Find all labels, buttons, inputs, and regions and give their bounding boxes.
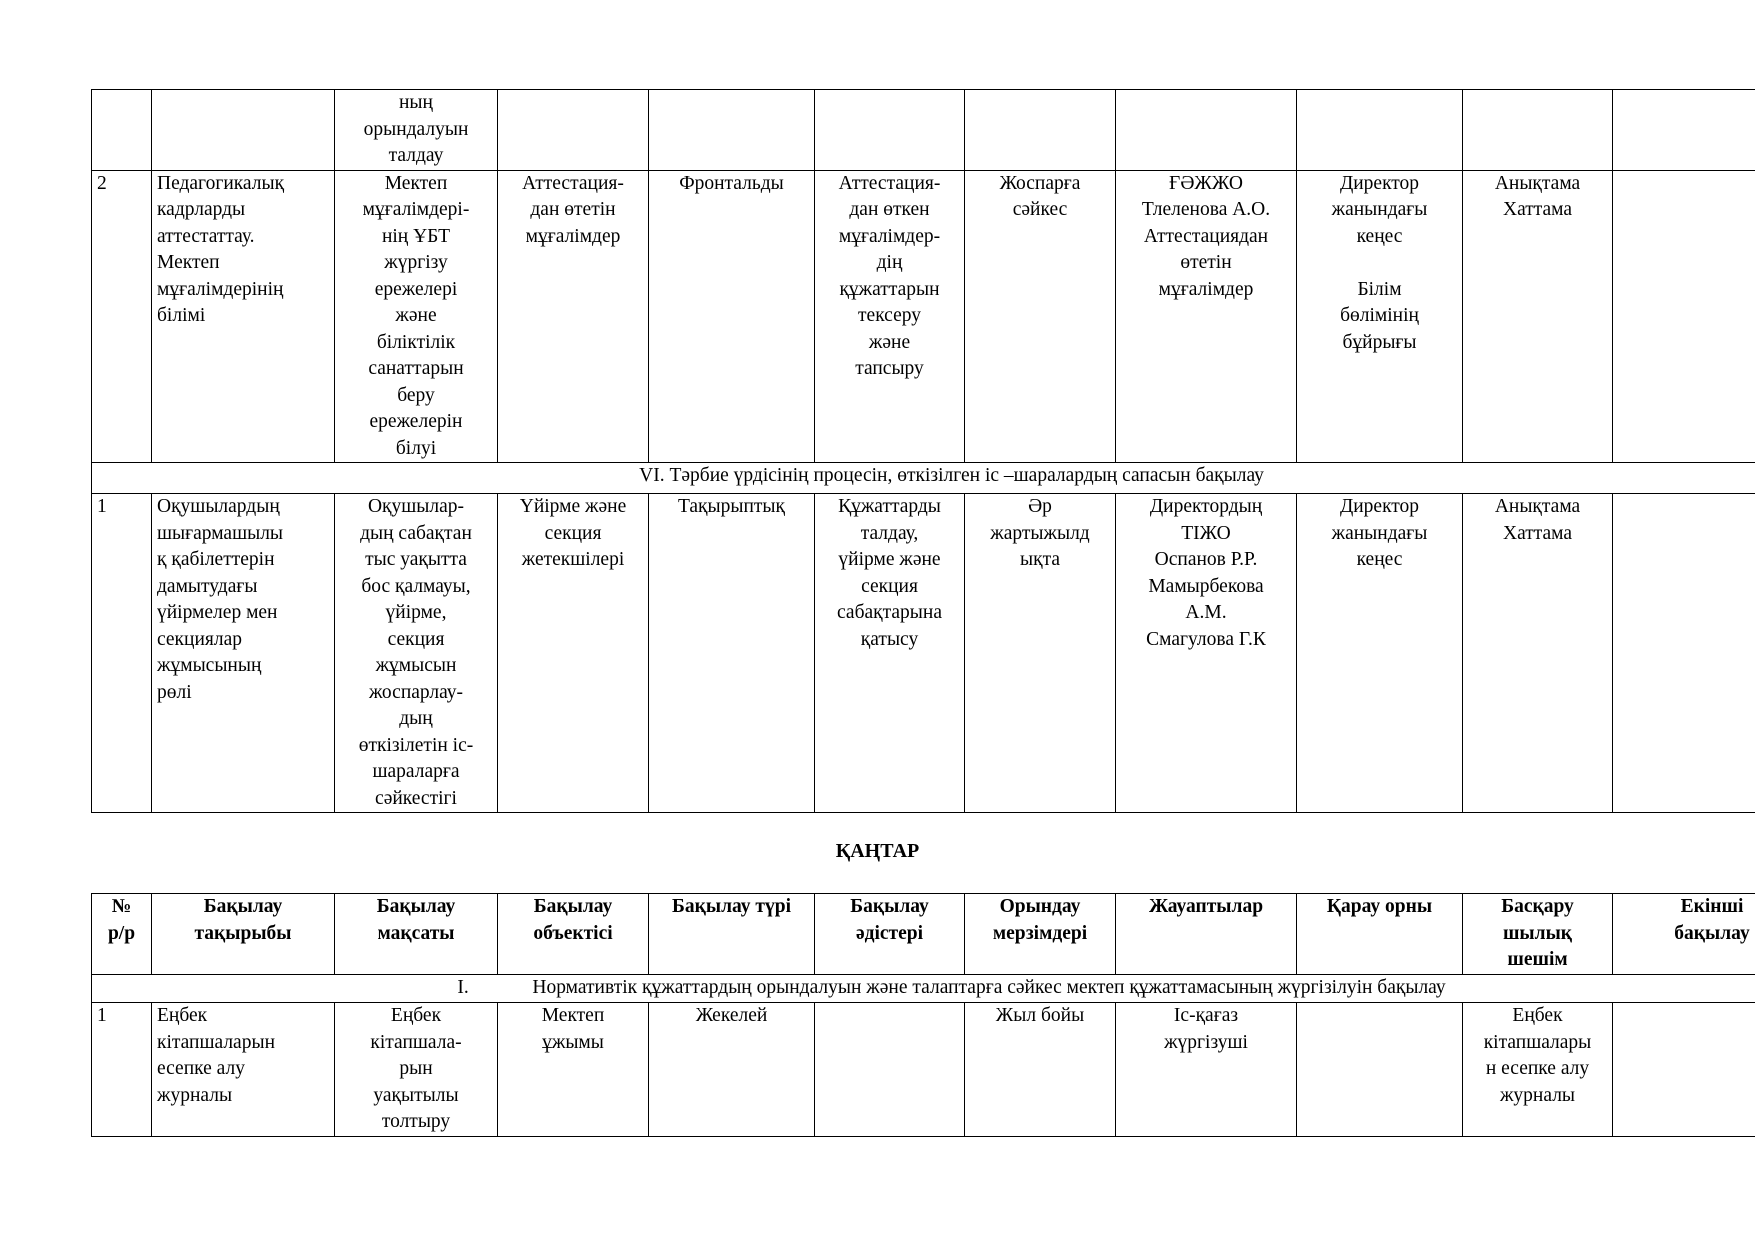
cell-line: өткізілетін іс- xyxy=(358,734,474,756)
header-second-control xyxy=(1613,894,1755,975)
month-title: ҚАҢТАР xyxy=(835,840,920,862)
section-heading xyxy=(92,975,1755,1003)
table-row xyxy=(92,170,1755,463)
cell-line: Мектеп xyxy=(384,172,448,194)
cell-line: Үйірме және xyxy=(519,496,627,517)
cell-method xyxy=(815,494,965,813)
cell-line: қ қабілеттерін xyxy=(157,549,275,570)
cell-line: Директор xyxy=(1339,496,1420,517)
cell-line: рөлі xyxy=(157,681,192,703)
cell-line: Педагогикалық xyxy=(157,172,285,194)
cell-line: Құжаттарды xyxy=(838,496,941,517)
cell-line: аттестаттау. xyxy=(157,225,255,247)
cell-line: сабақтарына xyxy=(837,602,942,623)
cell-line: талдау, xyxy=(860,522,919,544)
cell-venue xyxy=(1297,494,1463,813)
header-venue xyxy=(1297,894,1463,975)
cell-line: және xyxy=(868,331,911,353)
cell-line: Жауаптылар xyxy=(1148,896,1264,917)
cell-method xyxy=(815,170,965,463)
cell-line: жанындағы xyxy=(1331,522,1428,544)
cell-type xyxy=(649,170,815,463)
cell-line: мерзімдері xyxy=(992,922,1088,944)
cell-line: ұжымы xyxy=(542,1031,604,1053)
cell-line: құжаттарын xyxy=(839,278,940,300)
cell-venue xyxy=(1297,1003,1463,1137)
cell-line: № xyxy=(111,896,132,917)
cell-line: кітапшала- xyxy=(370,1031,462,1053)
cell-decision xyxy=(1463,170,1613,463)
cell-line: Тақырыптық xyxy=(677,496,786,517)
cell-second-control xyxy=(1613,170,1755,463)
cell-line: жанындағы xyxy=(1331,199,1428,220)
cell-second-control xyxy=(1613,494,1755,813)
cell-line: ықта xyxy=(1020,549,1060,570)
cell-line: Хаттама xyxy=(1502,199,1573,220)
cell-line: Еңбек xyxy=(157,1005,208,1026)
cell-line: орындалуын xyxy=(363,118,469,140)
cell-line: жетекшілері xyxy=(521,549,625,570)
cell-line: А.М. xyxy=(1185,602,1227,623)
cell-line: Директордың xyxy=(1149,496,1263,517)
cell-line: жүргізуші xyxy=(1164,1031,1248,1053)
cell-line: мақсаты xyxy=(377,922,455,944)
header-responsible xyxy=(1116,894,1297,975)
cell-goal xyxy=(335,1003,498,1137)
cell-second-control xyxy=(1613,1003,1755,1137)
cell-line: Бақылау xyxy=(533,896,613,917)
cell-line: Фронтальды xyxy=(679,172,784,194)
cell-line: білуі xyxy=(395,437,437,459)
header-row xyxy=(92,894,1755,975)
cell-decision xyxy=(1463,1003,1613,1137)
cell-line: шығармашылы xyxy=(157,522,284,544)
cell-line: жүргізу xyxy=(384,252,448,273)
cell-line: дың сабақтан xyxy=(360,522,472,544)
header-deadline xyxy=(965,894,1116,975)
cell-line: жоспарлау- xyxy=(368,681,464,703)
cell-line: кітапшаларын xyxy=(157,1031,275,1053)
section-number: I. xyxy=(457,977,469,998)
cell-line: Хаттама xyxy=(1502,522,1573,544)
cell-topic xyxy=(152,90,335,171)
cell-line: кеңес xyxy=(1356,225,1403,247)
cell-line: бақылау xyxy=(1674,922,1750,944)
cell-line: р/р xyxy=(107,922,136,944)
cell-line: сәйкестігі xyxy=(375,787,457,809)
cell-line: Басқару xyxy=(1501,896,1574,917)
cell-decision xyxy=(1463,494,1613,813)
cell-line: және xyxy=(395,305,437,326)
cell-line: есепке алу xyxy=(157,1058,245,1079)
control-plan-table-january xyxy=(91,893,1755,1137)
cell-line: Анықтама xyxy=(1494,496,1581,517)
cell-line: Бақылау xyxy=(376,896,456,917)
cell-line: толтыру xyxy=(381,1111,451,1132)
cell-line: Анықтама xyxy=(1494,172,1581,194)
cell-line: Оқушылар- xyxy=(367,496,465,517)
cell-line: Әр xyxy=(1028,496,1052,517)
cell-responsible xyxy=(1116,170,1297,463)
cell-line: секция xyxy=(544,522,602,544)
header-decision xyxy=(1463,894,1613,975)
cell-object xyxy=(498,494,649,813)
cell-line: ТІЖО xyxy=(1181,522,1231,544)
cell-deadline xyxy=(965,1003,1116,1137)
cell-line: кадрларды xyxy=(157,199,246,220)
cell-line: жұмысының xyxy=(157,655,262,676)
cell-line: ережелері xyxy=(374,278,458,300)
cell-topic xyxy=(152,494,335,813)
cell-num: 1 xyxy=(92,494,152,813)
cell-line: Мектеп xyxy=(541,1005,605,1026)
cell-line: мұғалімдерінің xyxy=(157,278,284,300)
cell-method xyxy=(815,1003,965,1137)
cell-line: өтетін xyxy=(1180,252,1232,273)
cell-line: нің ҰБТ xyxy=(381,225,451,247)
cell-line: шешім xyxy=(1507,949,1568,970)
header-type xyxy=(649,894,815,975)
table-row xyxy=(92,494,1755,813)
cell-line: мұғалімдер- xyxy=(838,225,941,247)
cell-line: объектісі xyxy=(533,922,613,944)
cell-line: мұғалімдер xyxy=(1158,278,1254,300)
cell-line: рын xyxy=(399,1058,433,1079)
cell-line: ҒӘЖЖО xyxy=(1169,172,1243,194)
cell-line: Жекелей xyxy=(695,1005,768,1026)
section-heading: VI. Тәрбие үрдісінің процесін, өткізілген іс –шаралардың сапасын бақылау xyxy=(92,463,1755,494)
cell-responsible xyxy=(1116,494,1297,813)
cell-goal xyxy=(335,494,498,813)
cell-line: кеңес xyxy=(1356,549,1403,570)
cell-line: Мамырбекова xyxy=(1148,575,1264,597)
cell-object xyxy=(498,170,649,463)
cell-object xyxy=(498,1003,649,1137)
cell-line: Директор xyxy=(1339,172,1420,194)
cell-line: Еңбек xyxy=(1512,1005,1563,1026)
cell-line: ның xyxy=(399,92,433,113)
cell-line: шараларға xyxy=(372,761,460,782)
cell-line: жұмысын xyxy=(375,655,457,676)
cell-line: тапсыру xyxy=(855,358,924,379)
cell-line: секция xyxy=(387,628,445,650)
cell-line: дамытудағы xyxy=(157,575,258,597)
cell-line: үйірме және xyxy=(838,549,941,570)
cell-line: мұғалімдері- xyxy=(362,199,470,220)
cell-line: мұғалімдер xyxy=(525,225,621,247)
cell-line: дың xyxy=(399,708,433,729)
cell-num: 1 xyxy=(92,1003,152,1137)
cell-venue xyxy=(1297,170,1463,463)
cell-line: талдау xyxy=(388,145,444,166)
cell-line: Қарау орны xyxy=(1326,896,1433,917)
cell-line: санаттарын xyxy=(368,358,464,379)
table-row-continuation xyxy=(92,90,1755,171)
cell-line: кітапшалары xyxy=(1483,1031,1592,1053)
cell-goal xyxy=(335,90,498,171)
cell-topic xyxy=(152,1003,335,1137)
cell-num xyxy=(92,90,152,171)
cell-topic xyxy=(152,170,335,463)
cell-line: Тлеленова А.О. xyxy=(1141,199,1271,220)
cell-line: ережелерін xyxy=(369,411,463,432)
cell-goal xyxy=(335,170,498,463)
table-row xyxy=(92,1003,1755,1137)
header-goal xyxy=(335,894,498,975)
cell-line: әдістері xyxy=(855,922,924,944)
cell-line: н есепке алу xyxy=(1485,1058,1590,1079)
cell-line: Аттестация- xyxy=(838,172,941,194)
cell-line: Оспанов Р.Р. xyxy=(1154,549,1258,570)
cell-deadline xyxy=(965,170,1116,463)
cell-line: секциялар xyxy=(157,628,242,650)
cell-responsible xyxy=(1116,1003,1297,1137)
cell-line: тексеру xyxy=(858,305,921,326)
cell-line xyxy=(1302,250,1457,277)
cell-line: Екінші xyxy=(1680,896,1744,917)
cell-line: беру xyxy=(397,384,435,406)
cell-line: үйірме, xyxy=(385,602,447,623)
cell-line: біліктілік xyxy=(376,331,456,353)
cell-line: Аттестациядан xyxy=(1143,225,1269,247)
cell-line: бұйрығы xyxy=(1342,331,1417,353)
section-text: Нормативтік құжаттардың орындалуын және талаптарға сәйкес мектеп құжаттамасының жүргізілуін бақылау xyxy=(532,977,1446,998)
header-num xyxy=(92,894,152,975)
cell-line: шылық xyxy=(1502,922,1573,944)
cell-line: Бақылау xyxy=(203,896,283,917)
cell-line: секция xyxy=(861,575,918,597)
cell-line: Мектеп xyxy=(157,252,220,273)
cell-line: жартыжылд xyxy=(990,522,1090,544)
cell-line: Аттестация- xyxy=(522,172,624,194)
cell-line: Жыл бойы xyxy=(995,1005,1085,1026)
cell-line: Іс-қағаз xyxy=(1173,1005,1239,1026)
cell-line: бос қалмауы, xyxy=(361,575,471,597)
cell-line: сәйкес xyxy=(1012,199,1068,220)
cell-num: 2 xyxy=(92,170,152,463)
cell-type xyxy=(649,1003,815,1137)
header-method xyxy=(815,894,965,975)
cell-line: үйірмелер мен xyxy=(157,602,278,623)
header-topic xyxy=(152,894,335,975)
cell-line: тақырыбы xyxy=(194,922,292,944)
cell-line: білімі xyxy=(157,305,206,326)
cell-line: Еңбек xyxy=(390,1005,442,1026)
cell-line: тыс уақытта xyxy=(365,549,467,570)
header-object xyxy=(498,894,649,975)
cell-line: дан өткен xyxy=(849,199,930,220)
cell-line: журналы xyxy=(157,1084,233,1106)
section-row xyxy=(92,463,1755,494)
cell-line: Бақылау xyxy=(850,896,929,917)
cell-deadline xyxy=(965,494,1116,813)
cell-line: журналы xyxy=(1499,1084,1576,1106)
cell-line: Орындау xyxy=(999,896,1081,917)
section-row xyxy=(92,975,1755,1003)
cell-line: қатысу xyxy=(860,628,919,650)
control-plan-table-continued xyxy=(91,89,1755,813)
cell-line: уақытылы xyxy=(373,1084,459,1106)
cell-line: Білім xyxy=(1357,278,1402,300)
cell-line: Смагулова Г.К xyxy=(1146,628,1266,650)
cell-line: Оқушылардың xyxy=(157,496,280,517)
cell-type xyxy=(649,494,815,813)
cell-line: Бақылау түрі xyxy=(671,896,792,917)
cell-line: дан өтетін xyxy=(530,199,616,220)
cell-line: Жоспарға xyxy=(999,172,1081,194)
cell-line: дің xyxy=(876,252,903,273)
cell-line: бөлімінің xyxy=(1340,305,1419,326)
